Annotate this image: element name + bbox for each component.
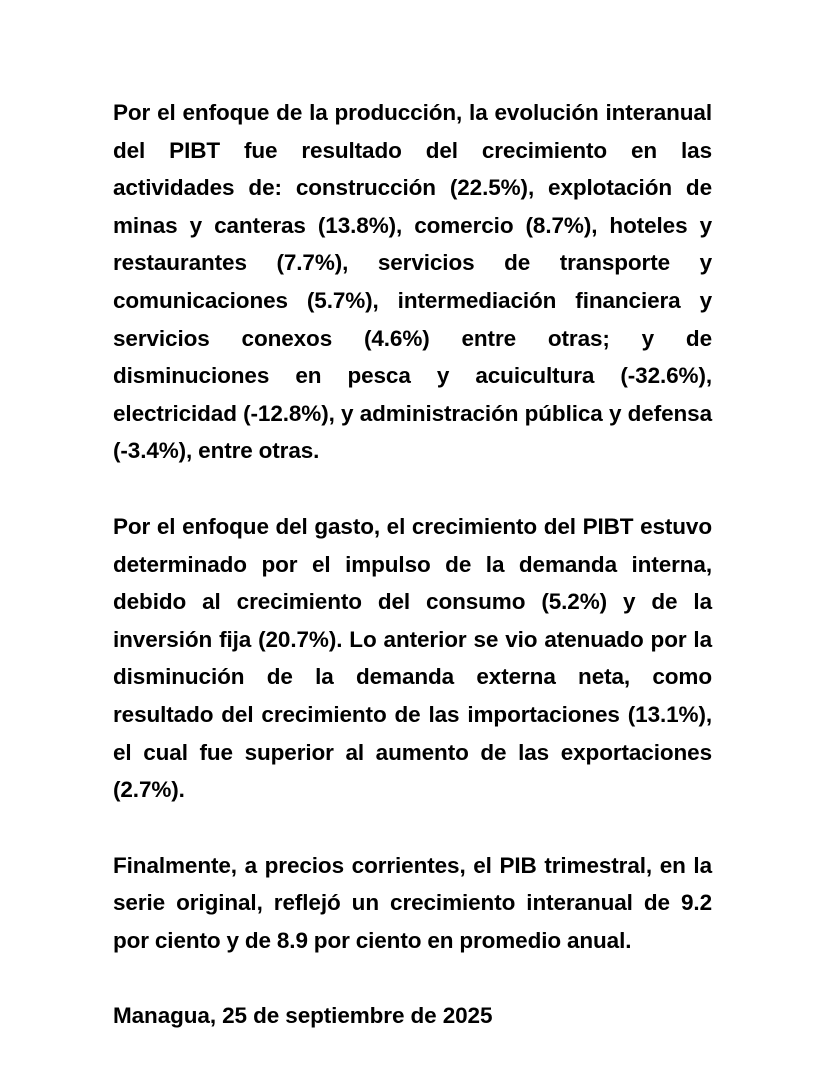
dateline: Managua, 25 de septiembre de 2025 [113,1003,493,1029]
paragraph-enfoque-produccion: Por el enfoque de la producción, la evolución interanual del PIBT fue resultado del crecimiento en las actividades de: construcción (22.5%), explotación de minas y canteras (13.8%), comercio (8.7%), hoteles y restaurantes (7.7%), servicios de transporte y comunicaciones (5.7%), intermediación financiera y servicios conexos (4.6%) entre otras; y de disminuciones en pesca y acuicultura (-32.6%), electricidad (-12.8%), y administración pública y defensa (-3.4%), entre otras. [113,100,712,464]
document-text-body [113,94,712,1035]
dateline-block [113,997,712,1035]
paragraph-precios-corrientes: Finalmente, a precios corrientes, el PIB trimestral, en la serie original, reflejó un crecimiento interanual de 9.2 por ciento y de 8.9 por ciento en promedio anual. [113,852,712,953]
paragraph-enfoque-gasto: Por el enfoque del gasto, el crecimiento del PIBT estuvo determinado por el impulso de la demanda interna, debido al crecimiento del consumo (5.2%) y de la inversión fija (20.7%). Lo anterior se vio atenuado por la disminución de la demanda externa neta, como resultado del crecimiento de las importaciones (13.1%), el cual fue superior al aumento de las exportaciones (2.7%). [113,513,712,803]
